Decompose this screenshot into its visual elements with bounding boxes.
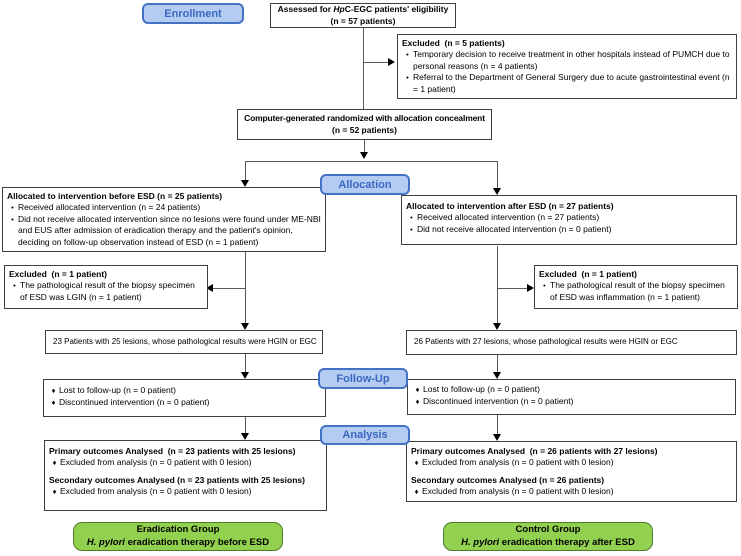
connector-assessed-randomized <box>363 27 364 110</box>
connector-followup-analysis-right <box>497 415 498 435</box>
bullet-icon: • <box>406 73 409 83</box>
bullet-text: Excluded from analysis (n = 0 patient with 0 lesion) <box>422 457 614 468</box>
followup-left-box <box>43 379 326 417</box>
randomized-box <box>237 109 492 140</box>
bullet-icon: ♦ <box>51 386 56 395</box>
bullet-text: Excluded from analysis (n = 0 patient with 0 lesion) <box>60 457 252 468</box>
bullet-icon: • <box>13 281 16 291</box>
group-description <box>74 537 282 550</box>
assessed-title-post: C-EGC patients' eligibility <box>344 4 449 15</box>
allocation-bullet <box>406 212 732 224</box>
analysis-right-box <box>406 441 737 502</box>
allocation-title: Allocated to intervention after ESD (n = 27 patients) <box>406 201 614 211</box>
assessed-title-italic: Hp <box>333 4 345 15</box>
excluded-bullet <box>402 72 732 95</box>
connector-to-excluded-top <box>363 62 390 63</box>
allocation-title: Allocated to intervention before ESD (n = 25 patients) <box>7 191 223 201</box>
connector-branch-right <box>497 161 498 189</box>
stage-label-analysis <box>320 425 410 445</box>
patients-right-box <box>406 330 737 355</box>
patients-text: 23 Patients with 25 lesions, whose pathological results were HGIN or EGC <box>53 336 317 346</box>
bullet-text: Temporary decision to receive treatment in other hospitals instead of PUMCH due to personal reasons (n = 4 patients) <box>413 49 730 71</box>
bullet-icon: ♦ <box>52 487 57 497</box>
excluded-title: Excluded (n = 1 patient) <box>539 269 638 279</box>
eradication-group-box <box>73 522 283 551</box>
bullet-text: Received allocated intervention (n = 27 patients) <box>417 212 600 223</box>
connector-branch-left <box>245 161 246 181</box>
excluded-left-box <box>4 265 208 309</box>
analysis-left-box <box>44 440 327 511</box>
bullet-text: Referral to the Department of General Surgery due to acute gastrointestinal event (n = 1 patient) <box>413 72 730 94</box>
analysis-primary-title: Primary outcomes Analysed (n = 23 patients with 25 lesions) <box>49 446 296 456</box>
bullet-icon: • <box>11 214 14 224</box>
randomized-line1: Computer-generated randomized with allocation concealment <box>244 113 485 124</box>
bullet-icon: ♦ <box>52 458 57 468</box>
bullet-text: Received allocated intervention (n = 24 patients) <box>18 202 201 213</box>
connector-to-excluded-left <box>213 288 245 289</box>
excluded-bullet <box>402 49 732 72</box>
bullet-icon: • <box>410 213 413 223</box>
stage-label-allocation <box>320 174 410 195</box>
allocation-bullet <box>7 214 321 248</box>
bullet-icon: ♦ <box>415 385 420 394</box>
arrow-down-icon <box>241 372 249 379</box>
arrow-right-icon <box>527 284 534 292</box>
bullet-icon: ♦ <box>414 458 419 468</box>
stage-label-text: Allocation <box>338 178 392 191</box>
followup-bullet <box>48 385 321 397</box>
bullet-text: The pathological result of the biopsy specimen of ESD was LGIN (n = 1 patient) <box>20 280 195 302</box>
bullet-text: Lost to follow-up (n = 0 patient) <box>59 385 176 395</box>
bullet-text: Excluded from analysis (n = 0 patient with 0 lesion) <box>422 486 614 497</box>
group-italic: H. pylori <box>86 536 125 548</box>
allocation-left-box <box>2 187 326 252</box>
bullet-text: Excluded from analysis (n = 0 patient with 0 lesion) <box>60 486 252 497</box>
bullet-icon: • <box>410 224 413 234</box>
allocation-bullet <box>406 224 732 236</box>
bullet-text: The pathological result of the biopsy specimen of ESD was inflammation (n = 1 patient) <box>550 280 725 302</box>
analysis-bullet <box>411 457 732 469</box>
group-rest: eradication therapy before ESD <box>124 536 270 548</box>
bullet-icon: • <box>543 281 546 291</box>
connector-allocleft-patients <box>245 250 246 326</box>
followup-right-box <box>407 379 736 415</box>
analysis-bullet <box>49 486 322 498</box>
bullet-icon: • <box>406 50 409 60</box>
group-name: Eradication Group <box>136 523 220 535</box>
randomized-line2: (n = 52 patients) <box>332 124 397 135</box>
stage-label-text: Follow-Up <box>336 372 390 385</box>
patients-left-box <box>45 330 323 354</box>
excluded-top-box <box>397 34 737 99</box>
bullet-icon: ♦ <box>415 396 420 406</box>
analysis-bullet <box>49 457 322 469</box>
analysis-secondary-title: Secondary outcomes Analysed (n = 26 patients) <box>411 474 605 485</box>
group-italic: H. pylori <box>461 536 500 548</box>
allocation-bullet <box>7 202 321 214</box>
group-rest: eradication therapy after ESD <box>499 536 635 548</box>
analysis-bullet <box>411 486 732 498</box>
assessed-title <box>273 4 453 15</box>
stage-label-text: Analysis <box>342 429 388 441</box>
group-description <box>444 537 652 550</box>
followup-bullet <box>412 384 731 396</box>
assessed-title-pre: Assessed for <box>277 4 334 15</box>
arrow-right-icon <box>388 58 395 66</box>
bullet-text: Lost to follow-up (n = 0 patient) <box>423 384 540 394</box>
arrow-down-icon <box>493 323 501 330</box>
followup-bullet <box>412 396 731 408</box>
excluded-title: Excluded (n = 1 patient) <box>9 269 108 279</box>
bullet-icon: ♦ <box>51 397 56 407</box>
stage-label-followup <box>318 368 408 389</box>
arrow-down-icon <box>241 323 249 330</box>
connector-to-excluded-right <box>497 288 528 289</box>
stage-label-enrollment <box>142 3 244 24</box>
analysis-secondary-title: Secondary outcomes Analysed (n = 23 patients with 25 lesions) <box>49 474 305 485</box>
excluded-right-box <box>534 265 738 309</box>
arrow-down-icon <box>493 434 501 441</box>
bullet-text: Discontinued intervention (n = 0 patient) <box>423 395 574 406</box>
arrow-down-icon <box>493 372 501 379</box>
group-name: Control Group <box>515 523 581 535</box>
arrow-down-icon <box>241 180 249 187</box>
bullet-icon: ♦ <box>414 487 419 497</box>
excluded-bullet <box>9 280 203 303</box>
bullet-text: Did not receive allocated intervention since no lesions were found under ME-NBI and EUS after admission of eradication therapy and the patient's opinion, deciding on follow-up observation instead of ESD (n = 1 patient) <box>18 213 321 247</box>
assessed-box <box>270 3 456 28</box>
arrow-down-icon <box>241 433 249 440</box>
stage-label-text: Enrollment <box>164 7 222 20</box>
followup-bullet <box>48 397 321 409</box>
arrow-down-icon <box>360 152 368 159</box>
branch-line <box>245 161 498 162</box>
assessed-n: (n = 57 patients) <box>330 15 396 26</box>
bullet-text: Did not receive allocated intervention (n = 0 patient) <box>417 223 612 234</box>
excluded-title: Excluded (n = 5 patients) <box>402 38 505 48</box>
control-group-box <box>443 522 653 551</box>
bullet-icon: • <box>11 203 14 213</box>
bullet-text: Discontinued intervention (n = 0 patient) <box>59 396 210 407</box>
allocation-right-box <box>401 195 737 245</box>
connector-allocright-patients <box>497 246 498 326</box>
patients-text: 26 Patients with 27 lesions, whose pathological results were HGIN or EGC <box>414 337 678 347</box>
arrow-down-icon <box>493 188 501 195</box>
excluded-bullet <box>539 280 733 303</box>
analysis-primary-title: Primary outcomes Analysed (n = 26 patients with 27 lesions) <box>411 446 658 456</box>
